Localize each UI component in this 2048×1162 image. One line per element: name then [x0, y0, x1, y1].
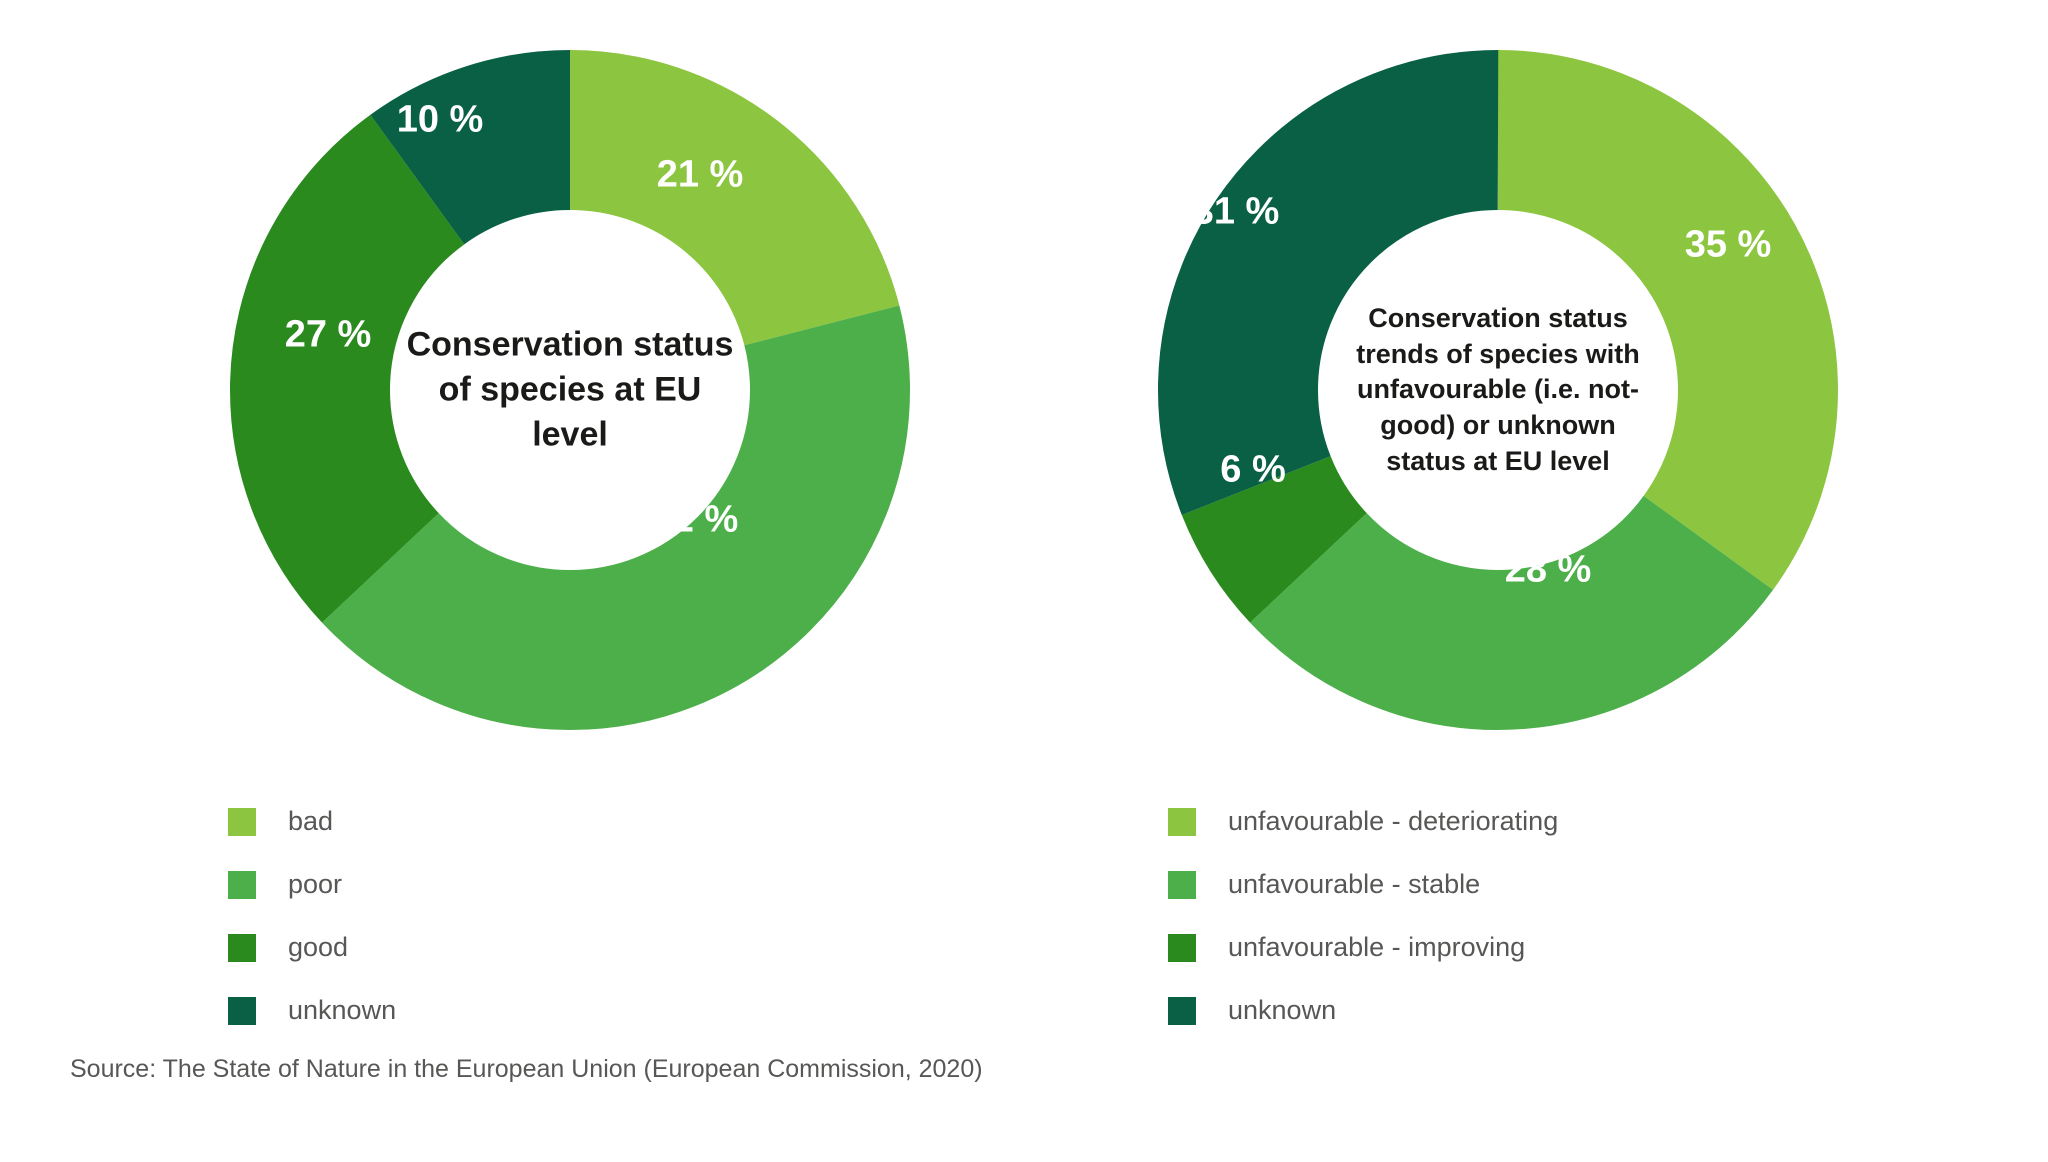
legend-item-unfavourable-stable — [1168, 853, 1558, 916]
donut-chart-conservation-status — [200, 20, 940, 760]
legend-label-unfavourable-deteriorating: unfavourable - deteriorating — [1228, 806, 1559, 836]
legend-item-unfavourable-improving — [1168, 916, 1558, 979]
legend-label-unknown: unknown — [1228, 995, 1337, 1025]
legend-label-unfavourable-stable: unfavourable - stable — [1228, 869, 1481, 899]
legend-swatch-good — [228, 934, 256, 962]
source-note: Source: The State of Nature in the European Union (European Commission, 2020) — [70, 1055, 983, 1083]
legend-label-unknown: unknown — [288, 995, 397, 1025]
legend-right — [1168, 790, 1558, 1042]
legend-label-good: good — [288, 932, 349, 962]
legend-item-unknown — [228, 979, 396, 1042]
donut-svg-right — [1128, 20, 1868, 760]
slice-label-poor: 42 % — [651, 498, 739, 541]
donut-wrap-right — [1128, 20, 1868, 760]
legend-item-poor — [228, 853, 396, 916]
slice-label-unfavourable-stable: 28 % — [1504, 548, 1592, 591]
legend-item-bad — [228, 790, 396, 853]
legend-swatch-unfavourable-stable — [1168, 871, 1196, 899]
legend-label-poor: poor — [288, 869, 343, 899]
legend-swatch-bad — [228, 808, 256, 836]
legend-swatch-unknown — [228, 997, 256, 1025]
donut-center-label-right: Conservation status trends of species with unfavourable (i.e. not-good) or unknown status at EU level — [1356, 302, 1640, 476]
slice-label-unknown: 31 % — [1192, 190, 1280, 233]
legend-item-unfavourable-deteriorating — [1168, 790, 1558, 853]
legend-swatch-unfavourable-improving — [1168, 934, 1196, 962]
donut-center-label-left: Conservation status of species at EU level — [406, 325, 734, 454]
legend-swatch-unknown — [1168, 997, 1196, 1025]
slice-label-unfavourable-deteriorating: 35 % — [1684, 223, 1772, 266]
legend-label-bad: bad — [288, 806, 334, 836]
legend-swatch-poor — [228, 871, 256, 899]
slice-label-unknown: 10 % — [396, 98, 484, 141]
slice-label-good: 27 % — [284, 313, 372, 356]
legend-label-unfavourable-improving: unfavourable - improving — [1228, 932, 1526, 962]
donut-wrap-left — [200, 20, 940, 760]
donut-chart-conservation-trends — [1128, 20, 1868, 760]
legend-left — [228, 790, 396, 1042]
slice-label-unfavourable-improving: 6 % — [1220, 448, 1286, 491]
legend-item-unknown — [1168, 979, 1558, 1042]
donut-svg-left — [200, 20, 940, 760]
legend-swatch-unfavourable-deteriorating — [1168, 808, 1196, 836]
slice-label-bad: 21 % — [656, 153, 744, 196]
legend-item-good — [228, 916, 396, 979]
